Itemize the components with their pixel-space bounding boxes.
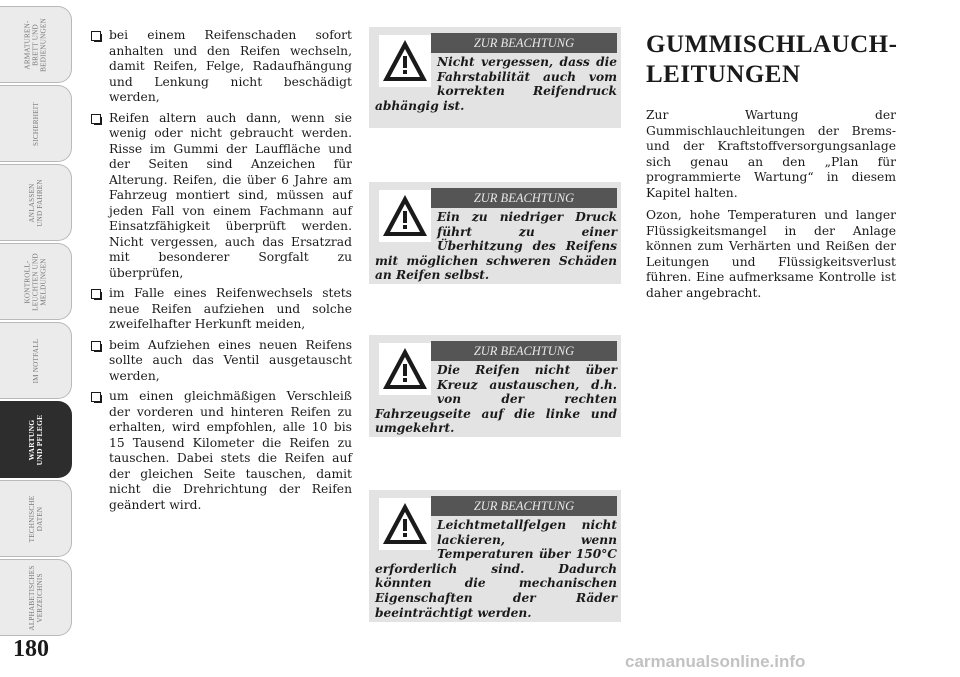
checkbox-icon xyxy=(91,114,101,124)
warning-header: ZUR BEACHTUNG xyxy=(431,33,617,53)
warning-text: Nicht vergessen, dass die Fahrstabilität auch vom korrekten Reifendruck abhängig ist. xyxy=(375,55,617,113)
tab-armaturenbrett[interactable] xyxy=(0,6,72,83)
bullet-text: im Falle eines Reifenwechsels stets neue Reifen aufziehen und solche zweifelhafter Herkunft meiden, xyxy=(109,286,352,331)
heading-line: LEITUNGEN xyxy=(646,61,801,88)
warning-header: ZUR BEACHTUNG xyxy=(431,188,617,208)
bullet-list xyxy=(90,28,352,518)
warning-text: Leichtmetallfelgen nicht lackieren, wenn Temperaturen über 150°C erforderlich sind. Dadurch könnten die mechanischen Eigenschaften der Räder beeinträchtigt werden. xyxy=(375,518,617,620)
warning-triangle-icon xyxy=(379,35,431,87)
warning-text: Ein zu niedriger Druck führt zu einer Überhitzung des Reifens mit möglichen schweren Schäden an Reifen selbst. xyxy=(375,210,617,283)
warning-box xyxy=(369,490,621,622)
tab-kontrollleuchten[interactable] xyxy=(0,243,72,320)
tab-label: IM NOTFALL xyxy=(31,338,40,383)
warning-box xyxy=(369,182,621,284)
watermark: carmanualsonline.info xyxy=(625,652,806,671)
warning-triangle-icon xyxy=(379,498,431,550)
checkbox-icon xyxy=(91,289,101,299)
tab-label: TECHNISCHE DATEN xyxy=(27,495,44,542)
bullet-text: beim Aufziehen eines neuen Reifens sollte auch das Ventil ausgetauscht werden, xyxy=(109,337,352,383)
tab-wartung-active[interactable] xyxy=(0,401,72,478)
section-gummischlauchleitungen xyxy=(646,30,896,308)
paragraph: Ozon, hohe Temperaturen und langer Flüssigkeitsmangel in der Anlage können zum Verhärten und Reißen der Leitungen und Flüssigkeitsverlust führen. Eine aufmerksame Kontrolle ist daher angebracht. xyxy=(646,208,896,300)
list-item xyxy=(90,28,352,106)
tab-anlassen[interactable] xyxy=(0,164,72,241)
warning-box xyxy=(369,335,621,437)
chapter-sidebar xyxy=(0,0,76,640)
tab-verzeichnis[interactable] xyxy=(0,559,72,636)
checkbox-icon xyxy=(91,341,101,351)
checkbox-icon xyxy=(91,392,101,402)
list-item xyxy=(90,389,352,513)
list-item xyxy=(90,338,352,385)
warning-text: Die Reifen nicht über Kreuz austauschen, d.h. von der rechten Fahrzeugseite auf die linke und umgekehrt. xyxy=(375,363,617,436)
paragraph: Zur Wartung der Gummischlauchleitungen der Brems- und der Kraftstoffversorgungsanlage sich genau an den „Plan für programmierte Wartung“ in diesem Kapitel halten. xyxy=(646,108,896,200)
tab-label: ALPHABETISCHES VERZEICHNIS xyxy=(27,564,44,631)
warning-header: ZUR BEACHTUNG xyxy=(431,341,617,361)
section-heading xyxy=(646,30,896,90)
list-item xyxy=(90,111,352,282)
warning-header: ZUR BEACHTUNG xyxy=(431,496,617,516)
tab-im-notfall[interactable] xyxy=(0,322,72,399)
page-number: 180 xyxy=(13,636,49,662)
tab-label: WARTUNG UND PFLEGE xyxy=(26,414,44,465)
tab-sicherheit[interactable] xyxy=(0,85,72,162)
heading-line: GUMMISCHLAUCH- xyxy=(646,31,898,58)
bullet-text: bei einem Reifenschaden sofort anhalten und den Reifen wechseln, damit Reifen, Felge, Radaufhängung und Lenkung nicht beschädigt werden, xyxy=(109,28,352,104)
warning-box xyxy=(369,27,621,128)
warning-triangle-icon xyxy=(379,343,431,395)
tab-technische-daten[interactable] xyxy=(0,480,72,557)
tab-label: ANLASSEN UND FAHREN xyxy=(27,178,44,227)
bullet-text: Reifen altern auch dann, wenn sie wenig oder nicht gebraucht werden. Risse im Gummi der Lauffläche und der Seiten sind Anzeichen für Alterung. Reifen, die über 6 Jahre am Fahrzeug montiert sind, müssen auf jeden Fall von einem Fachmann auf Einsatzfähigkeit überprüft werden. Nicht vergessen, auch das Ersatzrad mit besonderer Sorgfalt zu überprüfen, xyxy=(109,110,352,280)
warning-triangle-icon xyxy=(379,190,431,242)
tab-label: ARMATUREN- BRETT UND BEDIENUNGEN xyxy=(23,17,48,72)
bullet-text: um einen gleichmäßigen Verschleiß der vorderen und hinteren Reifen zu erhalten, wird empfohlen, alle 10 bis 15 Tausend Kilometer die Reifen zu tauschen. Dabei stets die Reifen auf der gleichen Seite tauschen, damit nicht die Drehrichtung der Reifen geändert wird. xyxy=(109,389,352,512)
tab-label: KONTROLL- LEUCHTEN UND MELDUNGEN xyxy=(23,252,48,311)
checkbox-icon xyxy=(91,31,101,41)
tab-label: SICHERHEIT xyxy=(31,101,40,146)
list-item xyxy=(90,286,352,333)
